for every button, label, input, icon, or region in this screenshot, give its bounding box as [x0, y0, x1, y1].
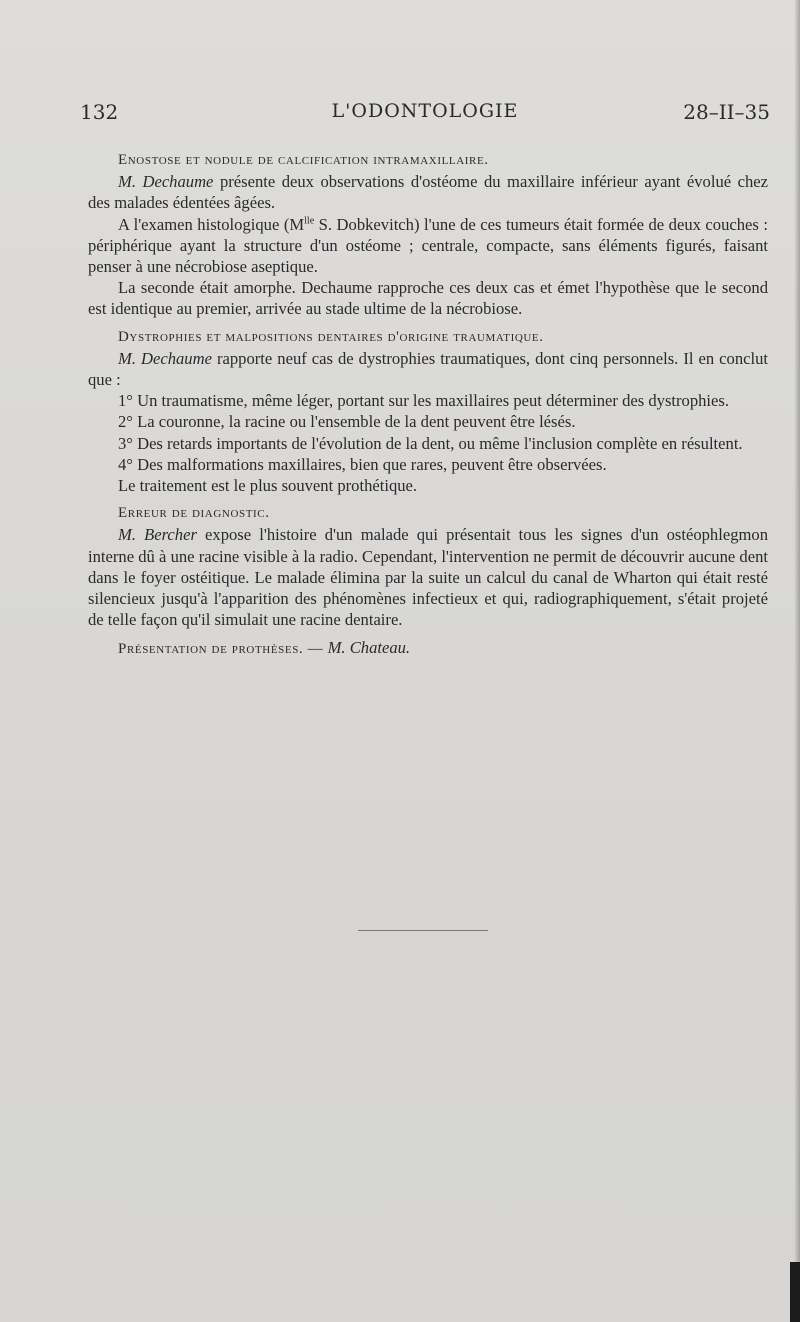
section-presentation [88, 637, 768, 660]
article-body [88, 150, 768, 661]
paragraph-text: S. Dobkevitch) l'une de ces tumeurs était formée de deux couches : périphérique ayant la structure d'un ostéome ; centrale, compacte, sans éléments figurés, faisant penser à une nécrobiose aseptique. [88, 214, 768, 277]
issue-date: 28–II–35 [683, 100, 770, 124]
section-title-dystrophies: Dystrophies et malpositions dentaires d'origine traumatique. [118, 328, 544, 345]
section-title-enostose: Enostose et nodule de calcification intramaxillaire. [118, 152, 489, 168]
paragraph-text: A l'examen histologique (M [118, 214, 305, 234]
paragraph [88, 524, 768, 630]
page-edge-shadow [794, 0, 800, 1322]
author-name: M. Dechaume [118, 348, 212, 368]
list-item: 3° Des retards importants de l'évolution de la dent, ou même l'inclusion complète en résultent. [118, 433, 743, 453]
paragraph-text: La seconde était amorphe. Dechaume rapproche ces deux cas et émet l'hypothèse que le second est identique au premier, arrivée au stade ultime de la nécrobiose. [88, 278, 768, 319]
page-header [80, 100, 770, 130]
dash-separator: — [303, 641, 328, 658]
paragraph [88, 214, 768, 278]
section-title-presentation: Présentation de prothèses. [118, 641, 304, 658]
end-rule [358, 930, 488, 931]
section-title-erreur: Erreur de diagnostic. [118, 505, 270, 522]
page-number: 132 [80, 100, 119, 124]
corner-mark [790, 1262, 800, 1322]
paragraph-text: expose l'histoire d'un malade qui présentait tous les signes d'un ostéophlegmon interne dû à une racine visible à la radio. Cependant, l'intervention ne permit de découvrir aucune dent dans le foyer ostéitique. Le malade élimina par la suite un calcul du canal de Wharton qui était resté silencieux jusqu'à l'apparition des phénomènes infectieux et qui, radiographiquement, s'était projeté de telle façon qu'il simulait une racine dentaire. [88, 525, 768, 630]
paragraph-text: présente deux observations d'ostéome du maxillaire inférieur ayant évolué chez des malades édentées âgées. [88, 172, 768, 213]
paragraph [88, 277, 768, 319]
list-item: 1° Un traumatisme, même léger, portant sur les maxillaires peut déterminer des dystrophies. [118, 391, 730, 411]
list-item: 4° Des malformations maxillaires, bien que rares, peuvent être observées. [118, 454, 607, 474]
author-name: M. Bercher [118, 525, 197, 545]
paragraph: Le traitement est le plus souvent prothétique. [118, 476, 418, 496]
paragraph [88, 171, 768, 213]
author-name: M. Chateau. [327, 638, 411, 658]
author-name: M. Dechaume [118, 172, 214, 192]
superscript: lle [304, 215, 315, 227]
list-item: 2° La couronne, la racine ou l'ensemble de la dent peuvent être lésés. [118, 412, 576, 432]
running-title: L'ODONTOLOGIE [331, 100, 519, 122]
paragraph-text: rapporte neuf cas de dystrophies traumatiques, dont cinq personnels. Il en conclut que : [88, 348, 769, 390]
paragraph [88, 348, 768, 390]
